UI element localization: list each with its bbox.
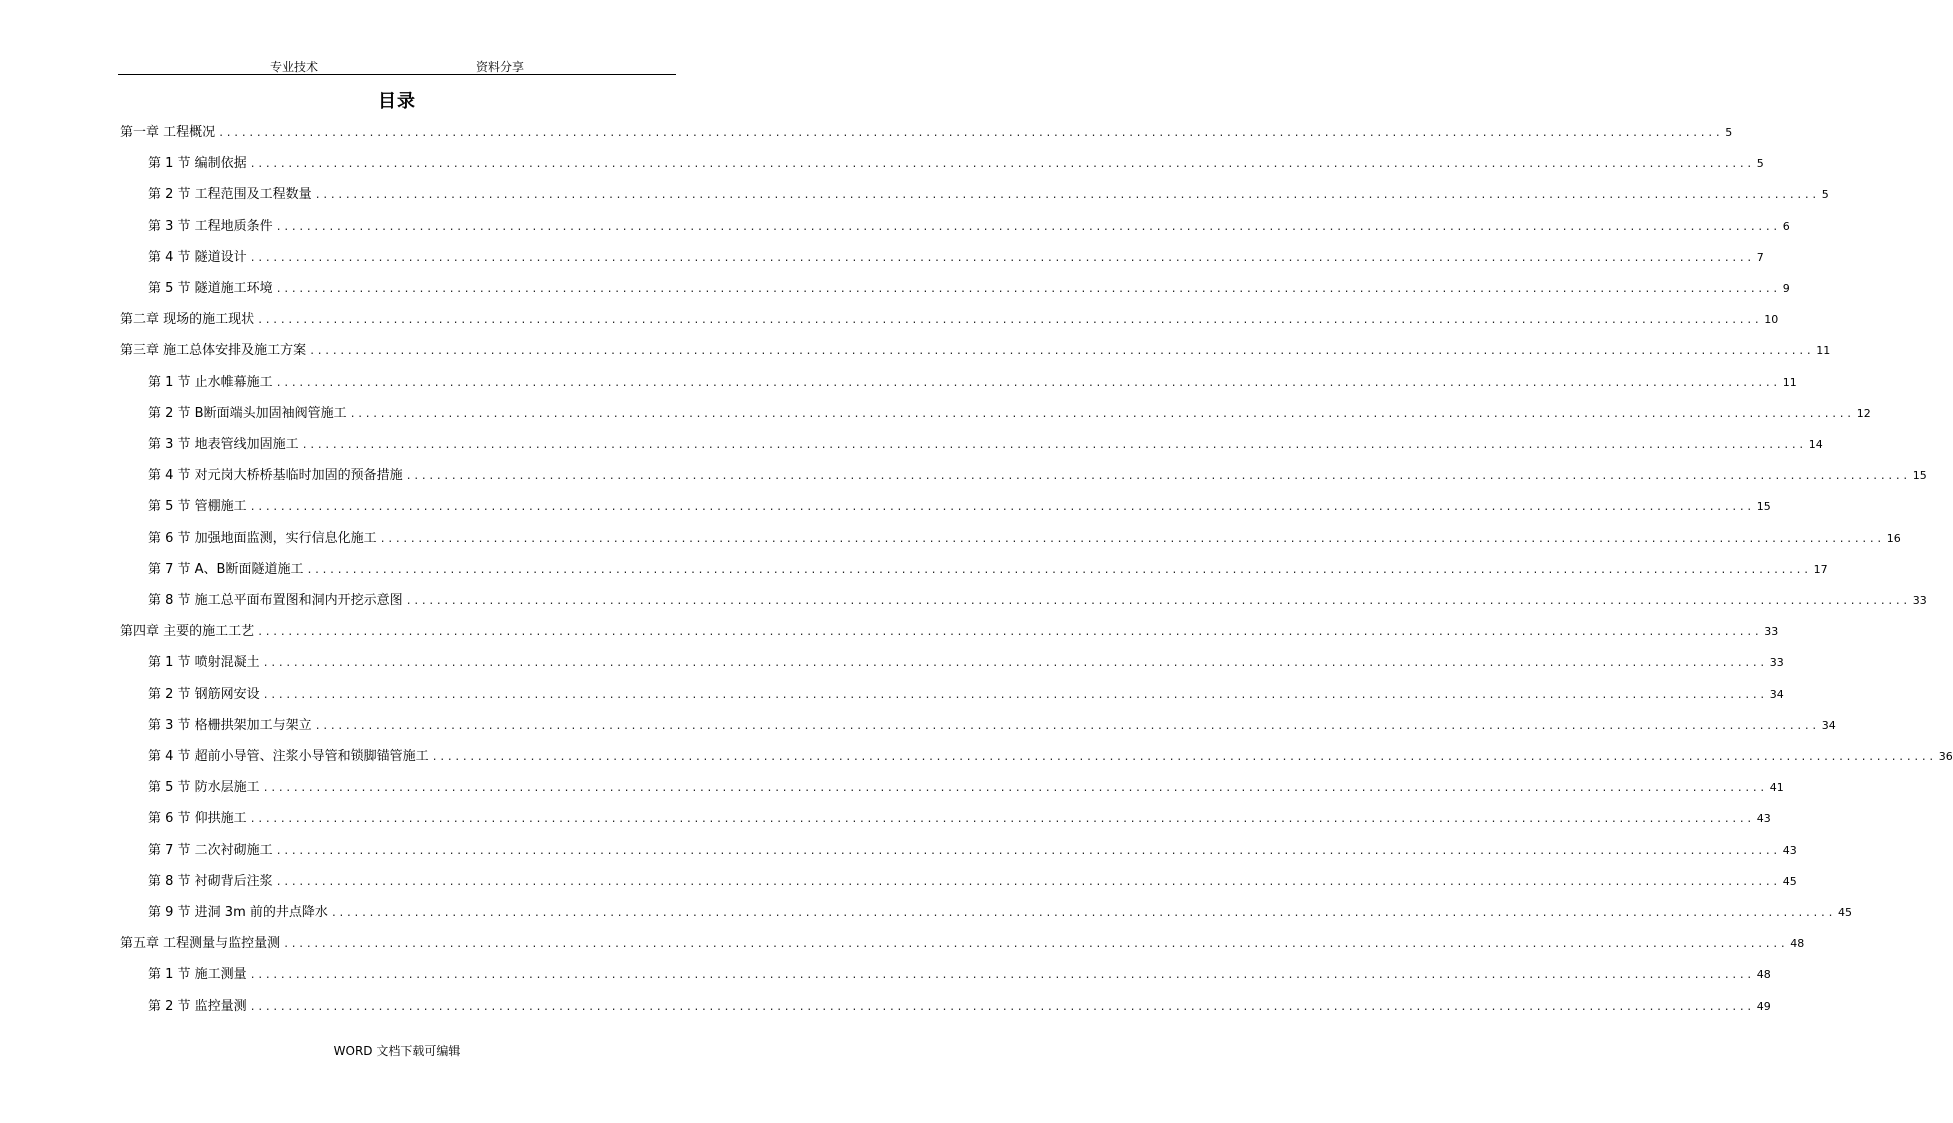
toc-entry-label: 第 8 节 施工总平面布置图和洞内开挖示意图 bbox=[148, 593, 403, 608]
toc-page-number: 48 bbox=[1790, 937, 1805, 950]
toc-page-number: 36 bbox=[1938, 750, 1953, 763]
toc-page-number: 5 bbox=[1725, 126, 1733, 139]
toc-section-entry[interactable] bbox=[148, 778, 1784, 798]
toc-section-entry[interactable] bbox=[148, 591, 1927, 611]
toc-section-entry[interactable] bbox=[148, 841, 1797, 861]
toc-section-entry[interactable] bbox=[148, 185, 1829, 205]
toc-section-entry[interactable] bbox=[148, 716, 1836, 736]
toc-dot-leader: ........................................................................................................................................................................................................ bbox=[275, 222, 1780, 233]
toc-section-entry[interactable] bbox=[148, 279, 1790, 299]
toc-page-number: 11 bbox=[1782, 376, 1797, 389]
toc-page-number: 14 bbox=[1808, 438, 1823, 451]
toc-section-entry[interactable] bbox=[148, 373, 1797, 393]
toc-dot-leader: ........................................................................................................................................................................................................ bbox=[431, 752, 1936, 763]
toc-page-number: 48 bbox=[1756, 968, 1771, 981]
toc-entry-label: 第五章 工程测量与监控量测 bbox=[120, 936, 281, 951]
toc-page-number: 15 bbox=[1912, 469, 1927, 482]
toc-entry-label: 第 4 节 超前小导管、注浆小导管和锁脚锚管施工 bbox=[148, 749, 429, 764]
toc-page-number: 33 bbox=[1769, 656, 1784, 669]
toc-page-number: 43 bbox=[1782, 844, 1797, 857]
toc-section-entry[interactable] bbox=[148, 809, 1771, 829]
toc-section-entry[interactable] bbox=[148, 154, 1764, 174]
toc-dot-leader: ........................................................................................................................................................................................................ bbox=[405, 471, 1910, 482]
toc-dot-leader: ........................................................................................................................................................................................................ bbox=[275, 378, 1780, 389]
toc-dot-leader: ........................................................................................................................................................................................................ bbox=[257, 627, 1762, 638]
toc-dot-leader: ........................................................................................................................................................................................................ bbox=[314, 721, 1819, 732]
toc-dot-leader: ........................................................................................................................................................................................................ bbox=[249, 502, 1754, 513]
toc-page-number: 6 bbox=[1782, 220, 1790, 233]
toc-section-entry[interactable] bbox=[148, 965, 1771, 985]
toc-title: 目录 bbox=[378, 91, 416, 112]
toc-entry-label: 第 5 节 隧道施工环境 bbox=[148, 281, 273, 296]
toc-dot-leader: ........................................................................................................................................................................................................ bbox=[314, 190, 1819, 201]
toc-page-number: 33 bbox=[1912, 594, 1927, 607]
toc-chapter-entry[interactable] bbox=[120, 123, 1733, 143]
toc-entry-label: 第 1 节 喷射混凝土 bbox=[148, 655, 260, 670]
toc-page-number: 34 bbox=[1769, 688, 1784, 701]
toc-dot-leader: ........................................................................................................................................................................................................ bbox=[262, 690, 1767, 701]
toc-dot-leader: ........................................................................................................................................................................................................ bbox=[306, 565, 1811, 576]
toc-entry-label: 第 7 节 二次衬砌施工 bbox=[148, 843, 273, 858]
toc-section-entry[interactable] bbox=[148, 217, 1790, 237]
toc-page-number: 5 bbox=[1821, 188, 1829, 201]
toc-section-entry[interactable] bbox=[148, 653, 1784, 673]
toc-entry-label: 第 5 节 管棚施工 bbox=[148, 499, 247, 514]
toc-entry-label: 第 2 节 钢筋网安设 bbox=[148, 687, 260, 702]
toc-section-entry[interactable] bbox=[148, 747, 1953, 767]
toc-dot-leader: ........................................................................................................................................................................................................ bbox=[257, 315, 1762, 326]
toc-section-entry[interactable] bbox=[148, 997, 1771, 1017]
toc-section-entry[interactable] bbox=[148, 529, 1901, 549]
toc-entry-label: 第 3 节 工程地质条件 bbox=[148, 219, 273, 234]
toc-dot-leader: ........................................................................................................................................................................................................ bbox=[379, 534, 1884, 545]
toc-dot-leader: ........................................................................................................................................................................................................ bbox=[330, 908, 1835, 919]
toc-dot-leader: ........................................................................................................................................................................................................ bbox=[249, 1002, 1754, 1013]
toc-section-entry[interactable] bbox=[148, 466, 1927, 486]
toc-dot-leader: ........................................................................................................................................................................................................ bbox=[283, 939, 1788, 950]
toc-page-number: 15 bbox=[1756, 500, 1771, 513]
toc-page-number: 34 bbox=[1821, 719, 1836, 732]
toc-dot-leader: ........................................................................................................................................................................................................ bbox=[249, 970, 1754, 981]
toc-page-number: 5 bbox=[1756, 157, 1764, 170]
toc-entry-label: 第 8 节 衬砌背后注浆 bbox=[148, 874, 273, 889]
toc-entry-label: 第二章 现场的施工现状 bbox=[120, 312, 255, 327]
toc-dot-leader: ........................................................................................................................................................................................................ bbox=[249, 159, 1754, 170]
toc-page-number: 16 bbox=[1886, 532, 1901, 545]
toc-dot-leader: ........................................................................................................................................................................................................ bbox=[262, 783, 1767, 794]
toc-dot-leader: ........................................................................................................................................................................................................ bbox=[275, 877, 1780, 888]
toc-page-number: 33 bbox=[1764, 625, 1779, 638]
toc-page-number: 43 bbox=[1756, 812, 1771, 825]
toc-page-number: 17 bbox=[1813, 563, 1828, 576]
toc-dot-leader: ........................................................................................................................................................................................................ bbox=[275, 284, 1780, 295]
header-left-text: 专业技术 bbox=[270, 60, 319, 74]
toc-chapter-entry[interactable] bbox=[120, 622, 1779, 642]
toc-entry-label: 第 3 节 格栅拱架加工与架立 bbox=[148, 718, 312, 733]
toc-page-number: 45 bbox=[1837, 906, 1852, 919]
toc-chapter-entry[interactable] bbox=[120, 341, 1831, 361]
toc-entry-label: 第 6 节 仰拱施工 bbox=[148, 811, 247, 826]
toc-entry-label: 第 2 节 监控量测 bbox=[148, 999, 247, 1014]
toc-dot-leader: ........................................................................................................................................................................................................ bbox=[349, 409, 1854, 420]
toc-dot-leader: ........................................................................................................................................................................................................ bbox=[309, 346, 1814, 357]
toc-dot-leader: ........................................................................................................................................................................................................ bbox=[301, 440, 1806, 451]
toc-page-number: 11 bbox=[1816, 344, 1831, 357]
page-footer: WORD 文档下载可编辑 bbox=[333, 1044, 461, 1058]
toc-dot-leader: ........................................................................................................................................................................................................ bbox=[405, 596, 1910, 607]
toc-section-entry[interactable] bbox=[148, 404, 1871, 424]
toc-page-number: 9 bbox=[1782, 282, 1790, 295]
toc-dot-leader: ........................................................................................................................................................................................................ bbox=[218, 128, 1723, 139]
toc-entry-label: 第 4 节 对元岗大桥桥基临时加固的预备措施 bbox=[148, 468, 403, 483]
toc-entry-label: 第 2 节 工程范围及工程数量 bbox=[148, 187, 312, 202]
toc-entry-label: 第 1 节 止水帷幕施工 bbox=[148, 375, 273, 390]
toc-entry-label: 第 1 节 施工测量 bbox=[148, 967, 247, 982]
toc-entry-label: 第 4 节 隧道设计 bbox=[148, 250, 247, 265]
toc-entry-label: 第 9 节 进洞 3m 前的井点降水 bbox=[148, 905, 328, 920]
toc-section-entry[interactable] bbox=[148, 903, 1852, 923]
toc-dot-leader: ........................................................................................................................................................................................................ bbox=[249, 814, 1754, 825]
toc-page-number: 45 bbox=[1782, 875, 1797, 888]
toc-entry-label: 第 1 节 编制依据 bbox=[148, 156, 247, 171]
toc-section-entry[interactable] bbox=[148, 560, 1828, 580]
toc-section-entry[interactable] bbox=[148, 497, 1771, 517]
toc-entry-label: 第四章 主要的施工工艺 bbox=[120, 624, 255, 639]
toc-dot-leader: ........................................................................................................................................................................................................ bbox=[262, 658, 1767, 669]
toc-entry-label: 第一章 工程概况 bbox=[120, 125, 216, 140]
toc-entry-label: 第 2 节 B断面端头加固袖阀管施工 bbox=[148, 406, 347, 421]
toc-chapter-entry[interactable] bbox=[120, 934, 1805, 954]
toc-chapter-entry[interactable] bbox=[120, 310, 1779, 330]
toc-dot-leader: ........................................................................................................................................................................................................ bbox=[275, 846, 1780, 857]
toc-page-number: 49 bbox=[1756, 1000, 1771, 1013]
toc-entry-label: 第 3 节 地表管线加固施工 bbox=[148, 437, 299, 452]
toc-entry-label: 第 7 节 A、B断面隧道施工 bbox=[148, 562, 304, 577]
toc-page-number: 10 bbox=[1764, 313, 1779, 326]
toc-section-entry[interactable] bbox=[148, 248, 1764, 268]
toc-dot-leader: ........................................................................................................................................................................................................ bbox=[249, 253, 1754, 264]
toc-entry-label: 第三章 施工总体安排及施工方案 bbox=[120, 343, 307, 358]
toc-page-number: 7 bbox=[1756, 251, 1764, 264]
header-right-text: 资料分享 bbox=[476, 60, 525, 74]
toc-page-number: 41 bbox=[1769, 781, 1784, 794]
toc-section-entry[interactable] bbox=[148, 685, 1784, 705]
toc-page-number: 12 bbox=[1856, 407, 1871, 420]
toc-section-entry[interactable] bbox=[148, 872, 1797, 892]
toc-entry-label: 第 6 节 加强地面监测，实行信息化施工 bbox=[148, 531, 377, 546]
toc-entry-label: 第 5 节 防水层施工 bbox=[148, 780, 260, 795]
toc-section-entry[interactable] bbox=[148, 435, 1823, 455]
